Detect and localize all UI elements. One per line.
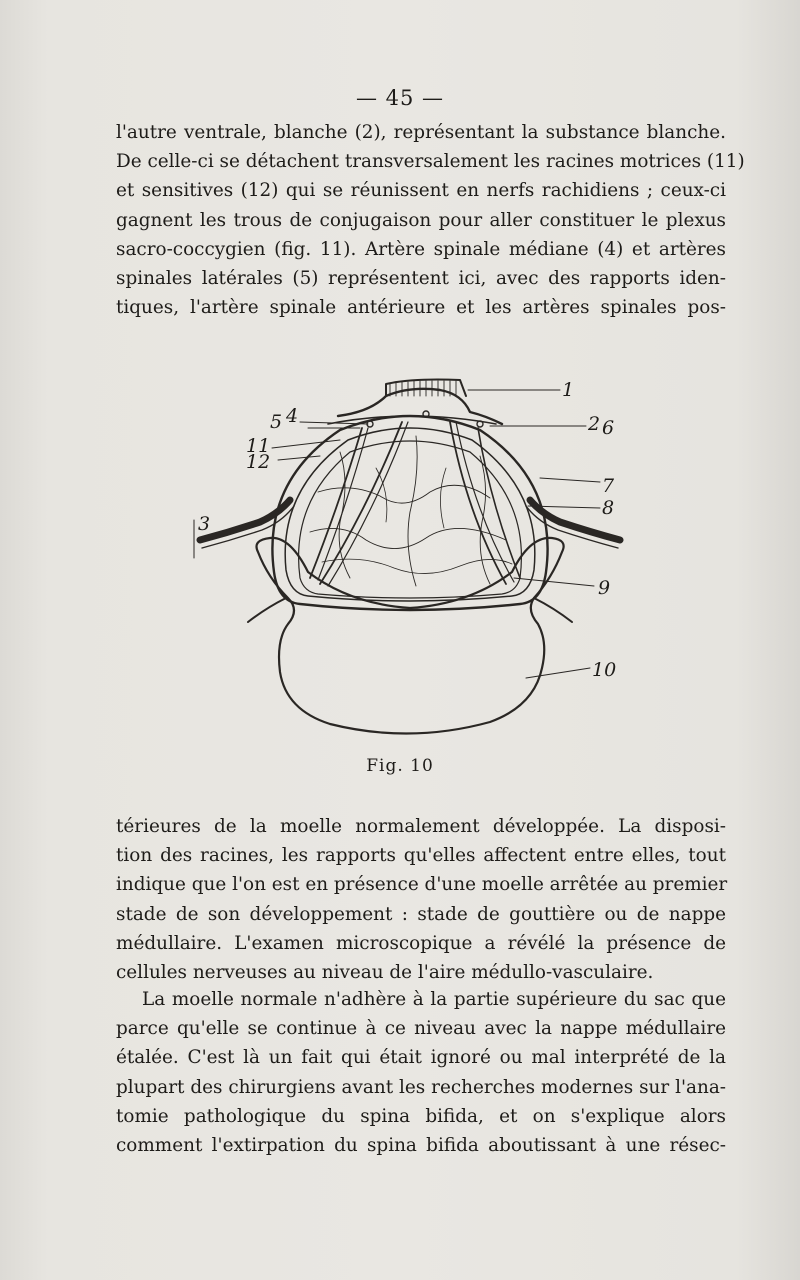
text-line: La moelle normale n'adhère à la partie supérieure du sac que [142,989,726,1010]
text-line: stade de son développement : stade de gouttière ou de nappe [116,903,726,925]
figure-label-11: 11 [246,435,271,457]
text-line: comment l'extirpation du spina bifida aboutissant à une résec- [116,1134,726,1156]
text-line: cellules nerveuses au niveau de l'aire médullo-vasculaire. [116,961,654,983]
paragraph-1 [116,118,745,322]
text-line: De celle-ci se détachent transversalement les racines motrices (11) [116,151,745,173]
figure-caption: Fig. 10 [366,756,434,776]
figure-label-8: 8 [602,497,615,519]
figure-label-1: 1 [562,379,575,401]
figure-label-5: 5 [270,411,283,433]
text-line: tiques, l'artère spinale antérieure et les artères spinales pos- [116,297,726,319]
figure-label-2: 2 [588,413,601,435]
text-line: étalée. C'est là un fait qui était ignoré ou mal interprété de la [116,1047,726,1069]
figure-label-12: 12 [246,451,271,473]
text-line: indique que l'on est en présence d'une moelle arrêtée au premier [116,874,728,896]
text-line: l'autre ventrale, blanche (2), représentant la substance blanche. [116,122,726,143]
figure-label-4: 4 [286,405,299,427]
text-line: térieures de la moelle normalement développée. La disposi- [116,816,726,837]
text-line: plupart des chirurgiens avant les recherches modernes sur l'ana- [116,1076,726,1098]
figure-label-9: 9 [598,577,611,599]
text-line: sacro-coccygien (fig. 11). Artère spinale médiane (4) et artères [116,238,726,260]
figure-label-10: 10 [592,659,617,681]
text-line: parce qu'elle se continue à ce niveau avec la nappe médullaire [116,1018,726,1040]
figure-label-7: 7 [602,475,615,497]
text-line: médullaire. L'examen microscopique a révélé la présence de [116,932,726,954]
text-line: gagnent les trous de conjugaison pour aller constituer le plexus [116,209,726,231]
figure-spinal-cord-diagram [190,372,630,742]
text-line: tomie pathologique du spina bifida, et on s'explique alors [116,1105,726,1127]
paragraph-3 [116,985,726,1160]
paragraph-2 [116,812,726,987]
text-line: et sensitives (12) qui se réunissent en nerfs rachidiens ; ceux-ci [116,180,726,202]
page-number: — 45 — [355,86,445,110]
text-line: spinales latérales (5) représentent ici, avec des rapports iden- [116,267,726,289]
figure-label-6: 6 [602,417,615,439]
text-line: tion des racines, les rapports qu'elles affectent entre elles, tout [116,845,726,867]
anatomical-diagram [190,372,630,742]
figure-label-3: 3 [198,513,211,535]
